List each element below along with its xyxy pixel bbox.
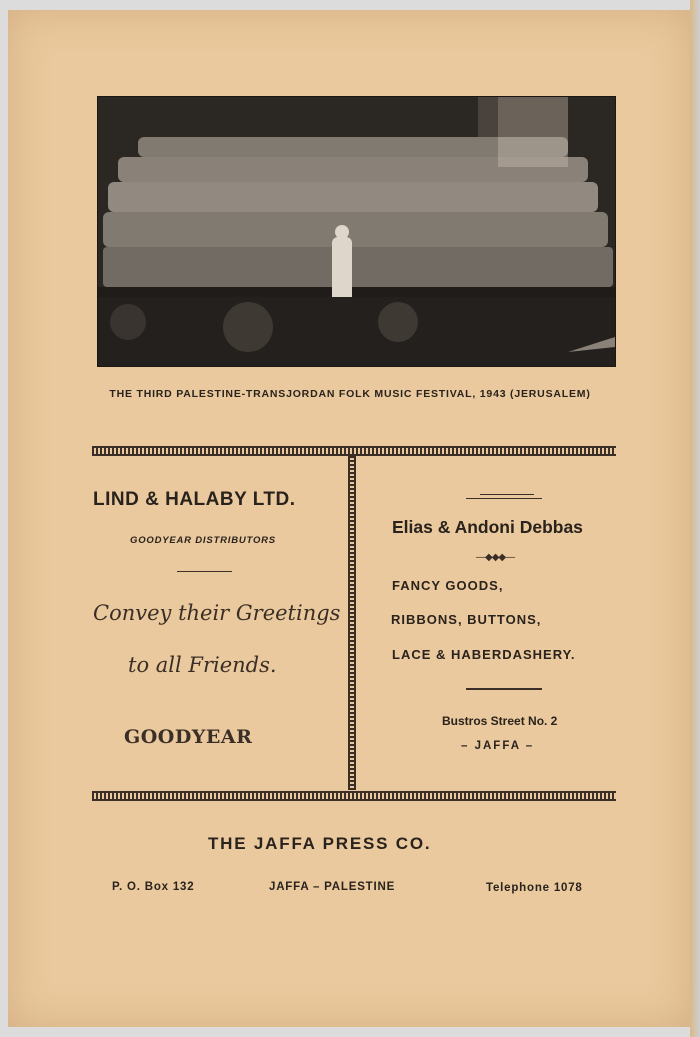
right-top-ornament-2 (466, 498, 542, 499)
goodyear-logo: GOODYEAR (124, 726, 253, 748)
goods-line-1: FANCY GOODS, (392, 578, 504, 593)
choir-photo-illustration (98, 97, 615, 366)
goods-line-2: RIBBONS, BUTTONS, (391, 612, 542, 627)
greeting-line-1: Convey their Greetings (93, 601, 341, 625)
press-phone: Telephone 1078 (486, 882, 583, 894)
photo-caption: THE THIRD PALESTINE-TRANSJORDAN FOLK MUSIC FESTIVAL, 1943 (JERUSALEM) (109, 388, 591, 400)
goods-line-3: LACE & HABERDASHERY. (392, 647, 576, 662)
right-ornament: —◆◆◆— (476, 552, 515, 563)
page-edge (690, 0, 700, 1037)
right-divider (466, 688, 542, 690)
bottom-border-rule (92, 791, 616, 801)
right-address: Bustros Street No. 2 (442, 714, 558, 728)
press-city: JAFFA – PALESTINE (269, 881, 396, 893)
right-city: – JAFFA – (461, 740, 535, 752)
festival-photo (97, 96, 616, 367)
left-company-subtitle: GOODYEAR DISTRIBUTORS (130, 535, 276, 546)
right-top-ornament (480, 494, 534, 495)
left-company-name: LIND & HALABY LTD. (93, 489, 296, 510)
center-divider (348, 454, 356, 790)
press-name: THE JAFFA PRESS CO. (208, 834, 432, 853)
po-box: P. O. Box 132 (112, 881, 195, 893)
right-company-name: Elias & Andoni Debbas (392, 517, 583, 537)
left-ornament (177, 571, 232, 572)
greeting-line-2: to all Friends. (128, 653, 277, 677)
